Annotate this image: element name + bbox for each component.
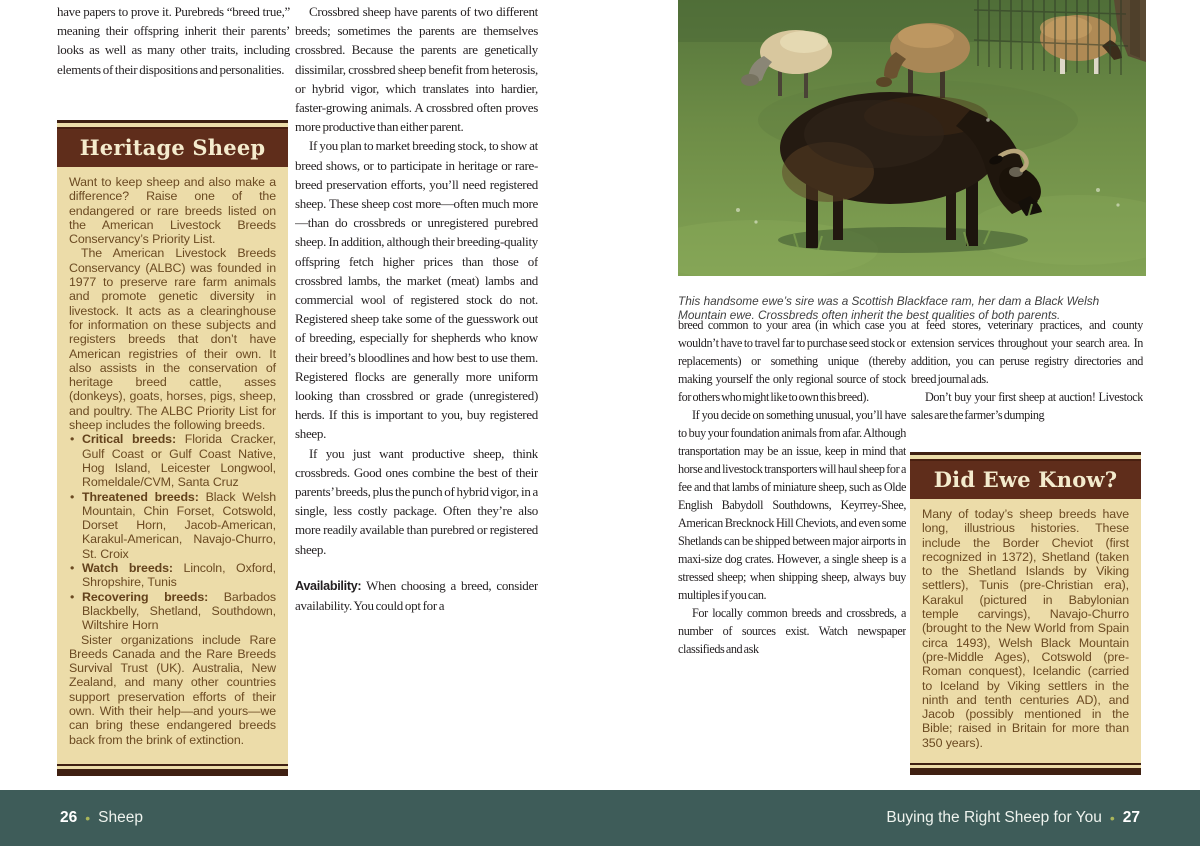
breed-category-label: Recovering breeds: xyxy=(82,589,209,604)
body-paragraph: If you plan to market breeding stock, to show at breed shows, or to participate in heritage or rare-breed preservation efforts, you’ll need registered sheep. These sheep cost more—often much more—than do crossbreds or unregistered purebred sheep. In addition, although their breeding-quality offspring fetch higher prices than those of crossbred lambs, the market (meat) lambs and commercial wool of registered stock do not. Registered sheep take some of the guesswork out of breeding, especially for shepherds who know their breed’s bloodlines and how best to use them. Registered flocks are generally more uniform looking than crossbred or grade (unregistered) herds. If this is important to you, buy registered sheep. xyxy=(295,138,538,442)
left-running-title: Sheep xyxy=(98,809,143,826)
body-paragraph: Crossbred sheep have parents of two different breeds; sometimes the parents are themselves crossbred. Because the parents are genetically dissimilar, crossbred sheep benefit from heterosis, or hybrid vigor, which translates into hardier, faster-growing animals. A crossbred often proves more productive than either parent. xyxy=(295,4,538,135)
right-column-1 xyxy=(678,316,906,778)
breed-category-label: Threatened breeds: xyxy=(82,489,199,504)
body-paragraph: If you decide on something unusual, you’ll have to buy your foundation animals from afar. Although transportation may be an issue, keep in mind that horse and livestock transporters will haul sheep for a fee and that lambs of miniature sheep, such as Olde English Babydoll Southdowns, Keyrrey-Shee, American Brecknock Hill Cheviots, and even some Shetlands can be shipped between major airports in maxi-size dog crates. However, a single sheep is a stressed sheep; when shipping sheep, always buy multiples if you can. xyxy=(678,408,906,602)
footer-right xyxy=(886,809,1140,827)
breed-names: Black Welsh Mountain, Chin Forset, Cotswold, Dorset Horn, Jacob-American, Karakul-American, Navajo-Churro, St. Croix xyxy=(82,489,276,561)
breed-category-label: Watch breeds: xyxy=(82,561,173,576)
box-bottom-rule xyxy=(910,763,1141,775)
right-page-number: 27 xyxy=(1122,809,1140,826)
intro-paragraph: have papers to prove it. Purebreds “breed true,” meaning their offspring inherit their parents’ looks as well as many other traits, including elements of their dispositions and personalities. xyxy=(57,4,290,77)
footer-dot-icon: • xyxy=(1109,810,1115,826)
photo-caption: This handsome ewe’s sire was a Scottish Blackface ram, her dam a Black Welsh Mountain ewe. Crossbreds often inherit the best qualities of both parents. xyxy=(678,293,1100,322)
availability-paragraph xyxy=(295,576,538,615)
box-top-rule xyxy=(910,452,1141,455)
left-column-2 xyxy=(295,2,538,777)
footer-bar xyxy=(0,790,1200,846)
box-top-rule xyxy=(57,120,288,123)
did-ewe-know-box xyxy=(910,452,1141,775)
availability-label: Availability: xyxy=(295,578,362,593)
breed-names: Barbados Blackbelly, Shetland, Southdown, Wiltshire Horn xyxy=(82,589,276,633)
footer-dot-icon: • xyxy=(85,810,91,826)
did-ewe-paragraph: Many of today’s sheep breeds have long, illustrious histories. These include the Border Cheviot (first recognized in 1372), Shetland (taken to the Shetland Islands by Viking settlers), Tunis (pre-Christian era), Karakul (pictured in Babylonian temple carvings), Navajo-Churro (brought to the New World from Spain circa 1493), Welsh Black Mountain (pre-Middle Ages), Cotswold (pre-Roman conquest), Icelandic (carried to Iceland by Viking settlers in the ninth and tenth centuries AD), and Jacob (possibly mentioned in the Bible; raised in Britain for more than 350 years). xyxy=(922,507,1129,749)
breed-names: Lincoln, Oxford, Shropshire, Tunis xyxy=(82,561,276,590)
list-item xyxy=(69,561,276,590)
breed-category-label: Critical breeds: xyxy=(82,432,177,447)
heritage-paragraph: The American Livestock Breeds Conservancy (ALBC) was founded in 1977 to preserve rare farm animals and promote genetic diversity in livestock. It acts as a clearinghouse for information on these subjects and registers breeds that don’t have American registries of their own. It also assists in the conservation of heritage breed cattle, asses (donkeys), goats, horses, pigs, sheep, and poultry. The ALBC Priority List for sheep includes the following breeds. xyxy=(69,246,276,433)
right-running-title: Buying the Right Sheep for You xyxy=(886,809,1102,826)
heritage-paragraph: Want to keep sheep and also make a difference? Raise one of the endangered or rare breeds listed on the American Livestock Breeds Conservancy’s Priority List. xyxy=(69,175,276,247)
list-item xyxy=(69,432,276,489)
heritage-box-header xyxy=(57,127,288,167)
box-bottom-rule xyxy=(57,764,288,776)
heritage-box-title: Heritage Sheep xyxy=(79,135,266,160)
sheep-pasture-illustration xyxy=(678,0,1146,276)
breed-names: Florida Cracker, Gulf Coast or Gulf Coast Native, Hog Island, Leicester Longwool, Romeldale/CVM, Santa Cruz xyxy=(82,432,276,490)
right-column-2 xyxy=(911,316,1143,448)
heritage-box-body xyxy=(57,167,288,747)
body-paragraph: Don’t buy your first sheep at auction! Livestock sales are the farmer’s dumping xyxy=(911,390,1143,422)
heritage-sheep-box xyxy=(57,120,288,776)
heritage-paragraph: Sister organizations include Rare Breeds Canada and the Rare Breeds Survival Trust (UK). Australia, New Zealand, and many other countries support preservation efforts of their own. With their help—and yours—we can bring these endangered breeds back from the brink of extinction. xyxy=(69,632,276,747)
body-paragraph: at feed stores, veterinary practices, and county extension services throughout your search area. In addition, you can peruse registry directories and breed journal ads. xyxy=(911,318,1143,386)
body-paragraph: For locally common breeds and crossbreds, a number of sources exist. Watch newspaper classifieds and ask xyxy=(678,606,906,656)
sheep-pasture-photo xyxy=(678,0,1146,276)
did-ewe-box-title: Did Ewe Know? xyxy=(933,467,1118,492)
body-paragraph: breed common to your area (in which case you wouldn’t have to travel far to purchase seed stock or replacements) or something unique (thereby making yourself the only regional source of stock for others who might like to own this breed). xyxy=(678,318,906,404)
heritage-breed-list xyxy=(69,432,276,632)
body-paragraph: If you just want productive sheep, think crossbreds. Good ones combine the best of their parents’ breeds, plus the punch of hybrid vigor, in a single, less costly package. Often they’re also more readily available than purebred or registered sheep. xyxy=(295,445,538,557)
did-ewe-box-header xyxy=(910,459,1141,499)
availability-text: When choosing a breed, consider availability. You could opt for a xyxy=(295,577,538,614)
left-page-number: 26 xyxy=(60,809,78,826)
list-item xyxy=(69,590,276,633)
left-column-1 xyxy=(57,2,290,118)
footer-left xyxy=(60,809,143,827)
did-ewe-box-body xyxy=(910,499,1141,749)
list-item xyxy=(69,490,276,561)
